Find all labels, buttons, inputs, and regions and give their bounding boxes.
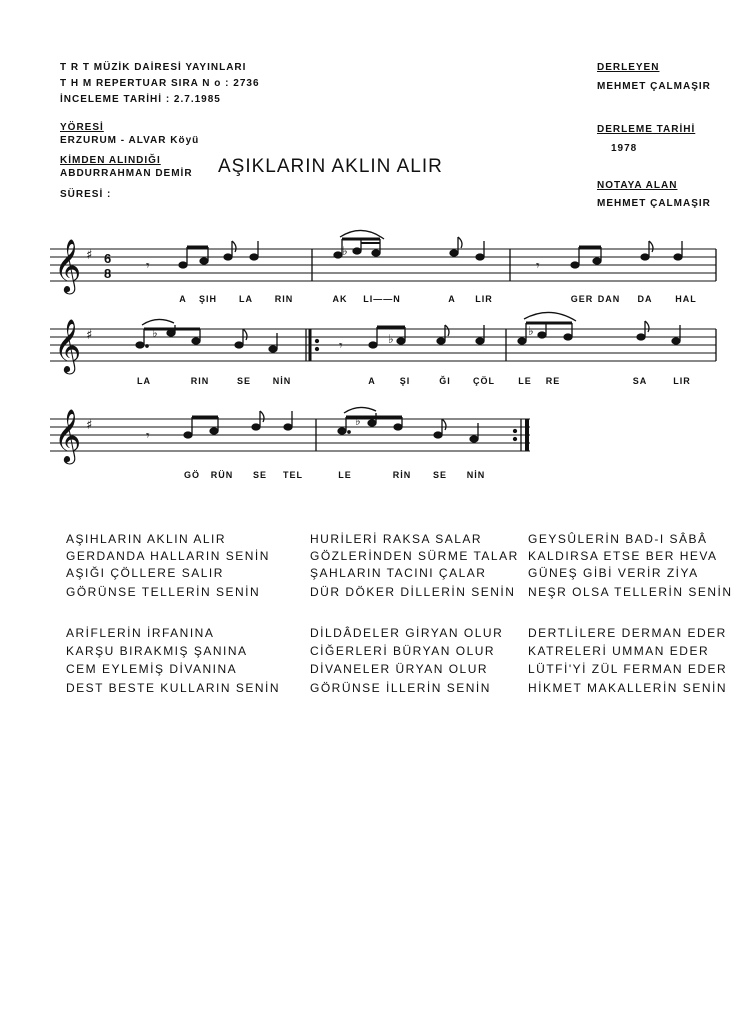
lyric-syllable: RIN [274,294,294,304]
verse-5-line-4: GÖRÜNSE İLLERİN SENİN [310,681,491,695]
verse-1-line-4: GÖRÜNSE TELLERİN SENİN [66,585,261,599]
sharp-icon: ♯ [86,418,93,433]
lyric-syllable: A [179,294,187,304]
lyric-syllable: SE [252,470,268,480]
verse-2-line-1: HURİLERİ RAKSA SALAR [310,532,483,546]
verse-6-line-1: DERTLİLERE DERMAN EDER [528,626,727,640]
lyric-syllable: NİN [466,470,486,480]
svg-text:𝄾: 𝄾 [146,428,150,444]
verse-5-line-2: CİĞERLERİ BÜRYAN OLUR [310,644,496,658]
lyric-syllable: RİN [392,470,412,480]
svg-text:𝄾: 𝄾 [536,258,540,274]
time-signature-bottom: 8 [104,266,112,281]
lyric-syllable: LE [338,470,352,480]
verse-4-line-1: ARİFLERİN İRFANINA [66,626,215,640]
verse-5-line-3: DİVANELER ÜRYAN OLUR [310,662,489,676]
verse-4-line-3: CEM EYLEMİŞ DİVANINA [66,662,238,676]
lyric-syllable: ŞI [399,376,411,386]
verse-3-line-3: GÜNEŞ GİBİ VERİR ZİYA [528,566,699,580]
verse-1-line-1: AŞIHLARIN AKLIN ALIR [66,532,227,546]
verse-4-line-4: DEST BESTE KULLARIN SENİN [66,681,280,695]
lyric-syllable: LIR [475,294,493,304]
svg-text:♭: ♭ [342,244,348,258]
treble-clef-icon: 𝄞 [54,318,82,372]
repertoire-number: T H M REPERTUAR SIRA N o : 2736 [60,78,260,89]
lyric-syllable: DA [637,294,653,304]
verse-4-line-2: KARŞU BIRAKMIŞ ŞANINA [66,644,248,658]
compiler-label: DERLEYEN [597,62,660,73]
verse-1-line-2: GERDANDA HALLARIN SENİN [66,549,270,563]
lyric-syllable: RE [545,376,561,386]
lyric-syllable: SA [632,376,648,386]
svg-text:♭: ♭ [388,332,394,346]
staff-3 [0,395,750,485]
source-label: KİMDEN ALINDIĞI [60,155,161,166]
lyric-syllable: LA [137,376,151,386]
verse-2-line-3: ŞAHLARIN TACINI ÇALAR [310,566,487,580]
lyric-syllable: ÇÖL [473,376,495,386]
verse-1-line-3: AŞIĞI ÇÖLLERE SALIR [66,566,224,580]
lyric-syllable: RÜN [210,470,234,480]
verse-2-line-2: GÖZLERİNDEN SÜRME TALAR [310,549,519,563]
verse-6-line-3: LÜTFİ'Yİ ZÜL FERMAN EDER [528,662,728,676]
sharp-icon: ♯ [86,248,93,263]
treble-clef-icon: 𝄞 [54,408,82,462]
svg-text:♭: ♭ [355,414,361,428]
notation-value: MEHMET ÇALMAŞIR [597,198,711,209]
compiler-value: MEHMET ÇALMAŞIR [597,81,711,92]
lyric-syllable: NİN [272,376,292,386]
duration-label: SÜRESİ : [60,189,112,200]
verse-2-line-4: DÜR DÖKER DİLLERİN SENİN [310,585,516,599]
lyric-syllable: AK [332,294,348,304]
source-value: ABDURRAHMAN DEMİR [60,168,193,179]
verse-6-line-4: HİKMET MAKALLERİN SENİN [528,681,727,695]
verse-3-line-2: KALDIRSA ETSE BER HEVA [528,549,718,563]
review-date: İNCELEME TARİHİ : 2.7.1985 [60,94,221,105]
verse-3-line-1: GEYSÛLERİN BAD-I SÂBÂ [528,532,708,546]
publisher-line: T R T MÜZİK DAİRESİ YAYINLARI [60,62,247,73]
region-label: YÖRESİ [60,122,104,133]
sharp-icon: ♯ [86,328,93,343]
lyric-syllable: GÖ [183,470,201,480]
verse-5-line-1: DİLDÂDELER GİRYAN OLUR [310,626,504,640]
verse-6-line-2: KATRELERİ UMMAN EDER [528,644,710,658]
svg-text:𝄾: 𝄾 [146,258,150,274]
lyric-syllable: HAL [675,294,697,304]
notation-label: NOTAYA ALAN [597,180,678,191]
lyric-syllable: ŞIH [198,294,218,304]
time-signature-top: 6 [104,251,112,266]
song-title: AŞIKLARIN AKLIN ALIR [218,156,443,177]
lyric-syllable: GER [570,294,594,304]
lyric-syllable: SE [236,376,252,386]
lyric-syllable: LE [518,376,532,386]
compile-date-label: DERLEME TARİHİ [597,124,696,135]
lyric-syllable: LA [239,294,253,304]
svg-text:𝄾: 𝄾 [339,338,343,354]
region-value: ERZURUM - ALVAR Köyü [60,135,200,146]
lyric-syllable: RIN [190,376,210,386]
lyric-syllable: SE [432,470,448,480]
lyric-syllable: A [368,376,376,386]
svg-text:♭: ♭ [528,324,534,338]
lyric-syllable: LIR [673,376,691,386]
lyric-syllable: A [448,294,456,304]
lyric-syllable: TEL [283,470,303,480]
compile-date-value: 1978 [611,143,638,154]
lyric-syllable: DAN [597,294,621,304]
lyric-syllable: ĞI [439,376,451,386]
treble-clef-icon: 𝄞 [54,238,82,292]
lyric-syllable: LI——N [363,294,401,304]
svg-text:♭: ♭ [152,326,158,340]
verse-3-line-4: NEŞR OLSA TELLERİN SENİN [528,585,733,599]
